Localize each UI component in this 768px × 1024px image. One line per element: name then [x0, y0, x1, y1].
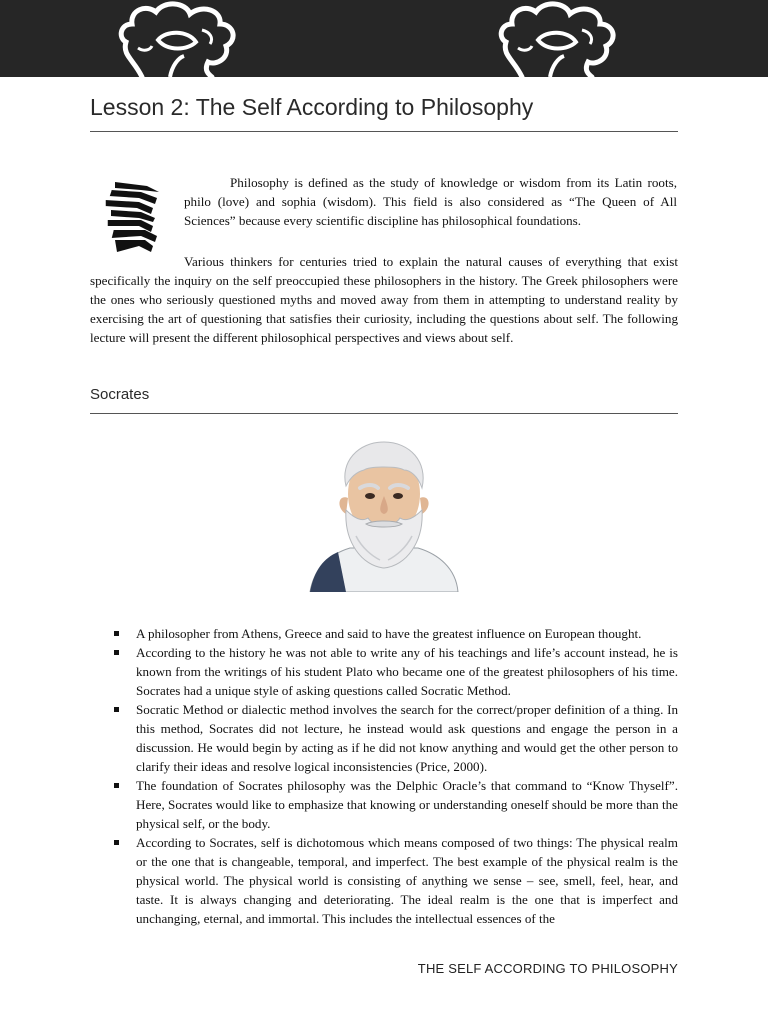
header-banner	[0, 0, 768, 77]
stack-of-books-icon	[101, 180, 161, 254]
list-item-text: A philosopher from Athens, Greece and said to have the greatest influence on European thought.	[136, 626, 642, 641]
list-item	[110, 700, 678, 776]
intro-paragraph: Philosophy is defined as the study of knowledge or wisdom from its Latin roots, philo (love) and sophia (wisdom). This field is also considered as “The Queen of All Sciences” because every scientific discipline has philosophical foundations.	[184, 175, 677, 228]
list-item-text: According to Socrates, self is dichotomous which means composed of two things: The physical realm or the one that is changeable, temporal, and imperfect. The best example of the physical realm is the physical world. The physical world is consisting of anything we sense – see, smell, feel, hear, and taste. It is always changing and deteriorating. The ideal realm is the one that is imperfect and unchanging, eternal, and immortal. This includes the intellectual essences of the	[136, 835, 678, 926]
bullet-marker	[114, 783, 119, 788]
list-item	[110, 643, 678, 700]
tree-outline-icon	[492, 0, 642, 77]
bullet-marker	[114, 650, 119, 655]
title-divider	[90, 131, 678, 132]
list-item-text: The foundation of Socrates philosophy was the Delphic Oracle’s that command to “Know Thyself”. Here, Socrates would like to emphasize that knowing or understanding oneself should be more than the physical self, or the body.	[136, 778, 678, 831]
page-title: Lesson 2: The Self According to Philosophy	[90, 94, 534, 120]
bullet-marker	[114, 631, 119, 636]
bullet-marker	[114, 707, 119, 712]
section-heading: Socrates	[90, 386, 150, 403]
section-divider	[90, 413, 678, 414]
bullet-marker	[114, 840, 119, 845]
intro-paragraph: Various thinkers for centuries tried to explain the natural causes of everything that exist specifically the inquiry on the self preoccupied these philosophers in the history. The Greek philosophers were the ones who seriously questioned myths and moved away from them in attempting to understand reality by exercising the art of questioning that satisfies their curiosity, including the questions about self. The following lecture will present the different philosophical perspectives and views about self.	[90, 254, 678, 345]
page-footer: THE SELF ACCORDING TO PHILOSOPHY	[417, 961, 678, 976]
tree-outline-icon	[112, 0, 262, 77]
list-item	[110, 624, 678, 643]
list-item	[110, 776, 678, 833]
socrates-portrait	[306, 436, 462, 592]
list-item	[110, 833, 678, 928]
list-item-text: Socratic Method or dialectic method involves the search for the correct/proper definition of a thing. In this method, Socrates did not lecture, he instead would ask questions and engage the person in a discussion. He would begin by acting as if he did not know anything and would get the other person to clarify their ideas and resolve logical inconsistencies (Price, 2000).	[136, 702, 678, 774]
socrates-bullet-list	[110, 624, 678, 928]
list-item-text: According to the history he was not able to write any of his teachings and life’s account instead, he is known from the writings of his student Plato who became one of the greatest philosophers of his time. Socrates had a unique style of asking questions called Socratic Method.	[136, 645, 678, 698]
